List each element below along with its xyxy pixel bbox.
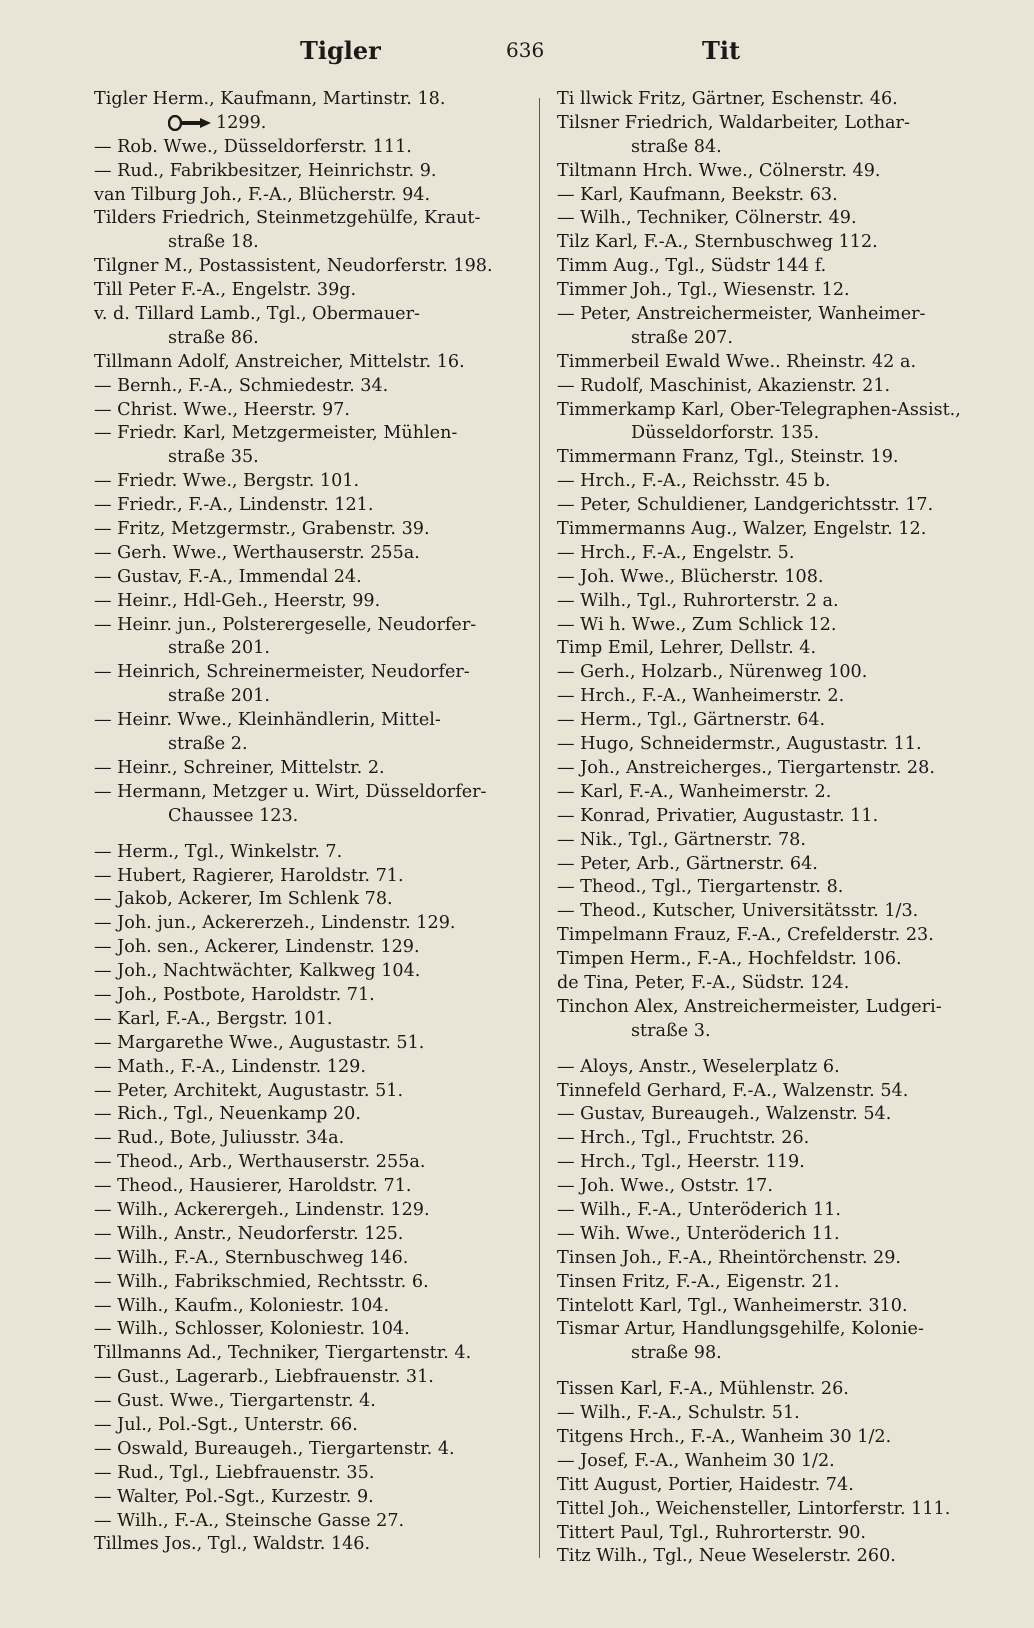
- entry-text: — Aloys, Anstr., Weselerplatz 6.: [557, 1056, 840, 1077]
- entry-text: — Margarethe Wwe., Augustastr. 51.: [94, 1032, 425, 1053]
- left-column: [94, 88, 526, 1557]
- entry-text: — Karl, F.-A., Wanheimerstr. 2.: [557, 781, 832, 802]
- directory-entry: [94, 1533, 526, 1557]
- entry-text: — Jakob, Ackerer, Im Schlenk 78.: [94, 889, 393, 910]
- entry-text: — Peter, Schuldiener, Landgerichtsstr. 17.: [557, 495, 934, 516]
- entry-text: — Hubert, Ragierer, Haroldstr. 71.: [94, 865, 404, 886]
- directory-entry: [94, 614, 526, 662]
- directory-entry: [94, 136, 526, 160]
- entry-text: Timmer Joh., Tgl., Wiesenstr. 12.: [557, 280, 850, 301]
- directory-entry: [94, 255, 526, 279]
- entry-text: — Christ. Wwe., Heerstr. 97.: [94, 399, 350, 420]
- entry-text: de Tina, Peter, F.-A., Südstr. 124.: [557, 972, 850, 993]
- entry-text: Timp Emil, Lehrer, Dellstr. 4.: [557, 638, 817, 659]
- entry-text: Ti llwick Fritz, Gärtner, Eschenstr. 46.: [557, 89, 898, 109]
- entry-text: — Joh. sen., Ackerer, Lindenstr. 129.: [94, 937, 420, 958]
- directory-entry: [557, 207, 997, 231]
- directory-entry: [94, 494, 526, 518]
- entry-text: — Peter, Arb., Gärtnerstr. 64.: [557, 853, 818, 874]
- directory-entry: [94, 1080, 526, 1104]
- directory-entry: [94, 279, 526, 303]
- entry-text: — Karl, Kaufmann, Beekstr. 63.: [557, 184, 838, 205]
- entry-text: — Rich., Tgl., Neuenkamp 20.: [94, 1104, 361, 1125]
- directory-entry: [94, 160, 526, 184]
- directory-entry: [557, 1103, 997, 1127]
- entry-text: — Wilh., Schlosser, Koloniestr. 104.: [94, 1319, 410, 1340]
- entry-text: — Wi h. Wwe., Zum Schlick 12.: [557, 614, 837, 635]
- directory-entry: [557, 160, 997, 184]
- entry-text: — Gerh. Wwe., Werthauserstr. 255a.: [94, 542, 420, 563]
- directory-entry: [94, 542, 526, 566]
- directory-entry: [557, 853, 997, 877]
- directory-entry: [557, 1271, 997, 1295]
- header-left-keyword: Tigler: [300, 36, 381, 65]
- directory-entry: [94, 1318, 526, 1342]
- directory-entry: [94, 590, 526, 614]
- phone-line: [94, 112, 526, 136]
- entry-text: Tinsen Fritz, F.-A., Eigenstr. 21.: [557, 1271, 840, 1292]
- directory-entry: [94, 1486, 526, 1510]
- directory-entry: [557, 399, 997, 447]
- entry-text: — Friedr. Karl, Metzgermeister, Mühlen-: [94, 423, 458, 444]
- directory-entry: [557, 184, 997, 208]
- entry-text: Timmermann Franz, Tgl., Steinstr. 19.: [557, 447, 899, 468]
- directory-entry: [557, 375, 997, 399]
- entry-text: — Joh. Wwe., Blücherstr. 108.: [557, 566, 824, 587]
- entry-text: — Wilh., F.-A., Unteröderich 11.: [557, 1199, 841, 1220]
- directory-entry: [557, 112, 997, 160]
- directory-entry: [557, 542, 997, 566]
- directory-entry: [94, 984, 526, 1008]
- directory-entry: [557, 1247, 997, 1271]
- directory-entry: [557, 494, 997, 518]
- directory-entry: [94, 1199, 526, 1223]
- telephone-icon: [168, 115, 212, 131]
- directory-entry: [94, 1271, 526, 1295]
- directory-entry: [94, 865, 526, 889]
- directory-entry: [94, 88, 526, 112]
- entry-text: Tinchon Alex, Anstreichermeister, Ludgeri-: [557, 996, 942, 1017]
- directory-entry: [94, 1008, 526, 1032]
- entry-text: — Joh., Postbote, Haroldstr. 71.: [94, 984, 375, 1005]
- directory-entry: [557, 1318, 997, 1366]
- directory-entry: [557, 996, 997, 1044]
- directory-entry: [94, 1103, 526, 1127]
- entry-text: — Hrch., F.-A., Engelstr. 5.: [557, 542, 795, 563]
- entry-text: — Gust. Wwe., Tiergartenstr. 4.: [94, 1391, 376, 1412]
- directory-entry: [94, 566, 526, 590]
- entry-text: — Joh., Anstreicherges., Tiergartenstr. 28.: [557, 757, 935, 778]
- entry-text: — Hermann, Metzger u. Wirt, Düsseldorfer-: [94, 781, 487, 802]
- directory-entry: [557, 1450, 997, 1474]
- entry-text: Tillmes Jos., Tgl., Waldstr. 146.: [94, 1534, 371, 1555]
- entry-text: — Heinr. Wwe., Kleinhändlerin, Mittel-: [94, 710, 441, 731]
- directory-entry: [557, 303, 997, 351]
- directory-entry: [94, 960, 526, 984]
- page-header: [0, 36, 1034, 76]
- entry-continuation: straße 201.: [168, 638, 270, 659]
- directory-entry: [557, 709, 997, 733]
- entry-text: — Nik., Tgl., Gärtnerstr. 78.: [557, 829, 806, 850]
- entry-text: — Bernh., F.-A., Schmiedestr. 34.: [94, 375, 389, 396]
- directory-entry: [94, 661, 526, 709]
- entry-gap: [94, 829, 526, 841]
- entry-text: Tismar Artur, Handlungsgehilfe, Kolonie-: [557, 1319, 924, 1340]
- directory-entry: [94, 184, 526, 208]
- entry-text: — Theod., Hausierer, Haroldstr. 71.: [94, 1176, 412, 1197]
- entry-text: Tintelott Karl, Tgl., Wanheimerstr. 310.: [557, 1295, 908, 1316]
- entry-text: — Rud., Bote, Juliusstr. 34a.: [94, 1128, 345, 1149]
- directory-entry: [557, 924, 997, 948]
- entry-text: — Joh., Nachtwächter, Kalkweg 104.: [94, 961, 421, 982]
- directory-entry: [94, 1438, 526, 1462]
- entry-text: van Tilburg Joh., F.-A., Blücherstr. 94.: [94, 184, 431, 205]
- entry-text: — Jul., Pol.-Sgt., Unterstr. 66.: [94, 1414, 358, 1435]
- directory-entry: [557, 590, 997, 614]
- entry-continuation: straße 201.: [168, 686, 270, 707]
- entry-text: — Math., F.-A., Lindenstr. 129.: [94, 1056, 366, 1077]
- entry-text: — Josef, F.-A., Wanheim 30 1/2.: [557, 1450, 835, 1471]
- entry-gap: [557, 1366, 997, 1378]
- directory-entry: [94, 709, 526, 757]
- entry-text: — Karl, F.-A., Bergstr. 101.: [94, 1008, 333, 1029]
- entry-text: Tiltmann Hrch. Wwe., Cölnerstr. 49.: [557, 160, 881, 181]
- entry-text: — Heinr., Schreiner, Mittelstr. 2.: [94, 757, 385, 778]
- entry-text: — Wilh., F.-A., Schulstr. 51.: [557, 1403, 800, 1424]
- directory-entry: [557, 829, 997, 853]
- directory-entry: [557, 1199, 997, 1223]
- entry-text: — Wilh., Tgl., Ruhrorterstr. 2 a.: [557, 590, 839, 611]
- entry-text: — Hrch., F.-A., Reichsstr. 45 b.: [557, 471, 831, 492]
- entry-text: Tilders Friedrich, Steinmetzgehülfe, Kraut-: [94, 208, 481, 229]
- entry-text: — Hrch., Tgl., Heerstr. 119.: [557, 1152, 805, 1173]
- entry-continuation: straße 2.: [168, 734, 248, 755]
- entry-text: Timmerkamp Karl, Ober-Telegraphen-Assist.,: [557, 399, 961, 420]
- entry-text: — Herm., Tgl., Gärtnerstr. 64.: [557, 710, 826, 731]
- entry-text: — Hrch., Tgl., Fruchtstr. 26.: [557, 1128, 810, 1149]
- entry-text: — Walter, Pol.-Sgt., Kurzestr. 9.: [94, 1486, 374, 1507]
- entry-text: Tilz Karl, F.-A., Sternbuschweg 112.: [557, 232, 878, 253]
- entry-text: — Peter, Architekt, Augustastr. 51.: [94, 1080, 404, 1101]
- directory-entry: [557, 1426, 997, 1450]
- entry-text: Timmermanns Aug., Walzer, Engelstr. 12.: [557, 519, 927, 540]
- entry-text: — Wilh., F.-A., Sternbuschweg 146.: [94, 1247, 409, 1268]
- directory-entry: [94, 1390, 526, 1414]
- entry-continuation: Chaussee 123.: [168, 805, 299, 826]
- entry-text: — Theod., Tgl., Tiergartenstr. 8.: [557, 877, 844, 898]
- directory-entry: [94, 1295, 526, 1319]
- entry-continuation: Düsseldorforstr. 135.: [631, 423, 820, 444]
- directory-entry: [94, 888, 526, 912]
- entry-text: — Rud., Tgl., Liebfrauenstr. 35.: [94, 1462, 375, 1483]
- directory-entry: [557, 614, 997, 638]
- directory-entry: [557, 1056, 997, 1080]
- directory-entry: [94, 1462, 526, 1486]
- directory-entry: [94, 422, 526, 470]
- directory-entry: [557, 661, 997, 685]
- directory-entry: [94, 303, 526, 351]
- entry-text: Tigler Herm., Kaufmann, Martinstr. 18.: [94, 89, 446, 109]
- directory-entry: [94, 351, 526, 375]
- directory-entry: [557, 876, 997, 900]
- entry-text: Titz Wilh., Tgl., Neue Weselerstr. 260.: [557, 1546, 896, 1567]
- directory-entry: [94, 912, 526, 936]
- entry-text: Tilgner M., Postassistent, Neudorferstr. 198.: [94, 256, 493, 277]
- entry-text: — Konrad, Privatier, Augustastr. 11.: [557, 805, 879, 826]
- entry-text: — Hugo, Schneidermstr., Augustastr. 11.: [557, 734, 922, 755]
- directory-entry: [557, 757, 997, 781]
- directory-entry: [557, 1474, 997, 1498]
- entry-text: — Heinrich, Schreinermeister, Neudorfer-: [94, 662, 470, 683]
- directory-entry: [557, 1545, 997, 1569]
- directory-entry: [94, 1127, 526, 1151]
- directory-entry: [557, 1498, 997, 1522]
- directory-entry: [557, 1223, 997, 1247]
- column-divider: [539, 98, 540, 1558]
- entry-text: — Wilh., F.-A., Steinsche Gasse 27.: [94, 1510, 405, 1531]
- directory-entry: [94, 841, 526, 865]
- entry-text: — Rudolf, Maschinist, Akazienstr. 21.: [557, 375, 891, 396]
- entry-text: — Wilh., Techniker, Cölnerstr. 49.: [557, 208, 857, 229]
- entry-text: Tinnefeld Gerhard, F.-A., Walzenstr. 54.: [557, 1080, 909, 1101]
- entry-text: — Herm., Tgl., Winkelstr. 7.: [94, 841, 343, 862]
- directory-entry: [557, 1522, 997, 1546]
- directory-entry: [557, 685, 997, 709]
- directory-entry: [557, 948, 997, 972]
- entry-text: Tillmanns Ad., Techniker, Tiergartenstr. 4.: [94, 1343, 472, 1364]
- entry-text: — Gust., Lagerarb., Liebfrauenstr. 31.: [94, 1367, 434, 1388]
- directory-entry: [94, 1366, 526, 1390]
- entry-text: — Joh. Wwe., Oststr. 17.: [557, 1176, 773, 1197]
- entry-text: — Friedr., F.-A., Lindenstr. 121.: [94, 495, 374, 516]
- entry-continuation: straße 98.: [631, 1343, 722, 1364]
- entry-continuation: straße 35.: [168, 447, 259, 468]
- entry-text: — Theod., Kutscher, Universitätsstr. 1/3.: [557, 901, 919, 922]
- directory-entry: [557, 637, 997, 661]
- directory-entry: [94, 1175, 526, 1199]
- directory-entry: [557, 972, 997, 996]
- directory-entry: [557, 1295, 997, 1319]
- entry-text: Till Peter F.-A., Engelstr. 39g.: [94, 280, 357, 301]
- entry-continuation: straße 207.: [631, 327, 733, 348]
- directory-entry: [94, 1032, 526, 1056]
- entry-text: Titt August, Portier, Haidestr. 74.: [557, 1474, 854, 1495]
- directory-entry: [94, 1342, 526, 1366]
- directory-entry: [557, 566, 997, 590]
- directory-entry: [557, 733, 997, 757]
- directory-entry: [94, 781, 526, 829]
- entry-continuation: straße 3.: [631, 1020, 711, 1041]
- directory-entry: [557, 351, 997, 375]
- entry-text: Tittel Joh., Weichensteller, Lintorferstr. 111.: [557, 1498, 951, 1519]
- entry-text: — Friedr. Wwe., Bergstr. 101.: [94, 471, 360, 492]
- directory-entry: [94, 470, 526, 494]
- entry-text: Tillmann Adolf, Anstreicher, Mittelstr. 16.: [94, 351, 465, 372]
- entry-text: — Theod., Arb., Werthauserstr. 255a.: [94, 1152, 426, 1173]
- entry-text: — Gustav, Bureaugeh., Walzenstr. 54.: [557, 1104, 892, 1125]
- directory-entry: [94, 112, 526, 136]
- entry-text: — Gustav, F.-A., Immendal 24.: [94, 566, 362, 587]
- entry-text: — Wilh., Kaufm., Koloniestr. 104.: [94, 1295, 390, 1316]
- directory-entry: [557, 781, 997, 805]
- directory-entry: [557, 900, 997, 924]
- directory-entry: [94, 1247, 526, 1271]
- entry-text: — Fritz, Metzgermstr., Grabenstr. 39.: [94, 519, 430, 540]
- directory-entry: [557, 470, 997, 494]
- entry-continuation: straße 18.: [168, 232, 259, 253]
- directory-entry: [94, 399, 526, 423]
- entry-continuation: straße 84.: [631, 136, 722, 157]
- header-right-keyword: Tit: [702, 36, 741, 65]
- entry-text: — Rud., Fabrikbesitzer, Heinrichstr. 9.: [94, 160, 437, 181]
- entry-text: — Heinr. jun., Polsterergeselle, Neudorfer-: [94, 614, 477, 635]
- entry-text: — Wilh., Ackerergeh., Lindenstr. 129.: [94, 1199, 430, 1220]
- directory-entry: [94, 207, 526, 255]
- directory-entry: [94, 375, 526, 399]
- directory-entry: [557, 88, 997, 112]
- entry-text: Timpen Herm., F.-A., Hochfeldstr. 106.: [557, 949, 902, 970]
- directory-entry: [557, 1151, 997, 1175]
- directory-entry: [557, 1378, 997, 1402]
- entry-text: Tittert Paul, Tgl., Ruhrorterstr. 90.: [557, 1522, 867, 1543]
- entry-gap: [557, 1044, 997, 1056]
- entry-text: Titgens Hrch., F.-A., Wanheim 30 1/2.: [557, 1426, 892, 1447]
- entry-text: — Peter, Anstreichermeister, Wanheimer-: [557, 304, 926, 325]
- entry-text: — Heinr., Hdl-Geh., Heerstr, 99.: [94, 590, 381, 611]
- directory-entry: [94, 518, 526, 542]
- entry-text: — Joh. jun., Ackererzeh., Lindenstr. 129.: [94, 913, 456, 934]
- directory-entry: [94, 1223, 526, 1247]
- entry-text: — Wilh., Fabrikschmied, Rechtsstr. 6.: [94, 1271, 429, 1292]
- directory-entry: [557, 1080, 997, 1104]
- entry-text: — Wih. Wwe., Unteröderich 11.: [557, 1223, 840, 1244]
- entry-text: — Oswald, Bureaugeh., Tiergartenstr. 4.: [94, 1438, 455, 1459]
- directory-entry: [557, 518, 997, 542]
- entry-text: — Rob. Wwe., Düsseldorferstr. 111.: [94, 136, 412, 157]
- entry-text: — Wilh., Anstr., Neudorferstr. 125.: [94, 1223, 404, 1244]
- directory-entry: [557, 231, 997, 255]
- directory-entry: [94, 1510, 526, 1534]
- entry-text: Tinsen Joh., F.-A., Rheintörchenstr. 29.: [557, 1247, 901, 1268]
- entry-text: Tilsner Friedrich, Waldarbeiter, Lothar-: [557, 112, 910, 133]
- entry-continuation: straße 86.: [168, 327, 259, 348]
- entry-text: v. d. Tillard Lamb., Tgl., Obermauer-: [94, 304, 420, 325]
- directory-entry: [94, 1151, 526, 1175]
- directory-entry: [557, 1127, 997, 1151]
- directory-entry: [94, 757, 526, 781]
- entry-text: — Gerh., Holzarb., Nürenweg 100.: [557, 662, 868, 683]
- directory-entry: [557, 805, 997, 829]
- entry-text: Timm Aug., Tgl., Südstr 144 f.: [557, 256, 827, 277]
- directory-entry: [94, 936, 526, 960]
- directory-entry: [557, 1402, 997, 1426]
- directory-entry: [557, 446, 997, 470]
- entry-text: Tissen Karl, F.-A., Mühlenstr. 26.: [557, 1379, 849, 1400]
- directory-entry: [557, 255, 997, 279]
- directory-entry: [94, 1056, 526, 1080]
- entry-text: Timmerbeil Ewald Wwe.. Rheinstr. 42 a.: [557, 351, 917, 372]
- page-number: 636: [506, 38, 545, 62]
- directory-entry: [94, 1414, 526, 1438]
- entry-text: Timpelmann Frauz, F.-A., Crefelderstr. 23.: [557, 925, 934, 946]
- directory-entry: [557, 1175, 997, 1199]
- right-column: [557, 88, 997, 1569]
- entry-text: — Hrch., F.-A., Wanheimerstr. 2.: [557, 686, 845, 707]
- directory-entry: [557, 279, 997, 303]
- phone-number: 1299.: [216, 112, 267, 133]
